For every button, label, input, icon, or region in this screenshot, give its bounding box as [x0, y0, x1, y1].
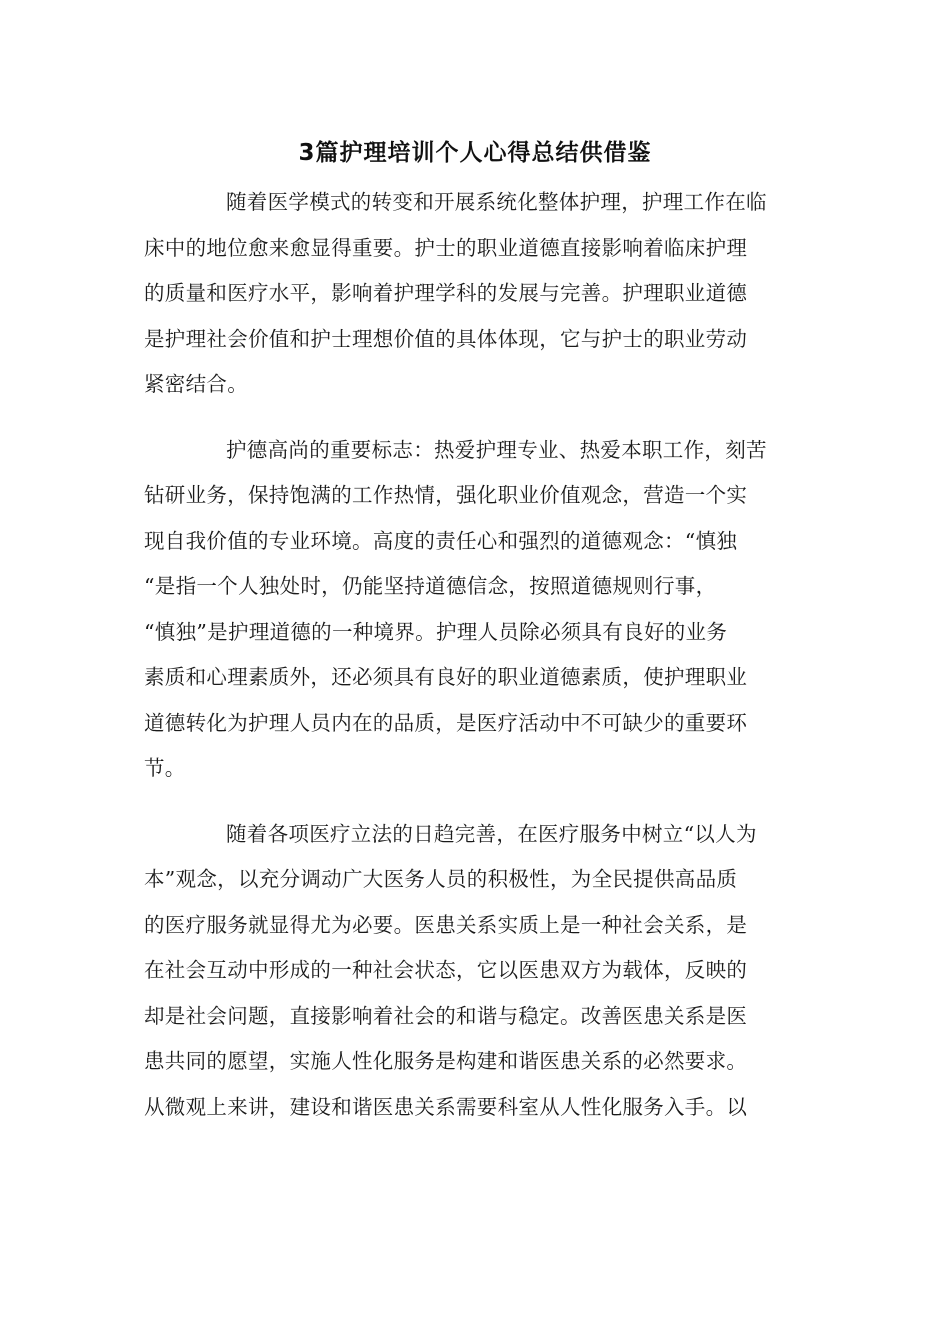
paragraph-line: 却是社会问题，直接影响着社会的和谐与稳定。改善医患关系是医 — [144, 1003, 748, 1028]
paragraph-line: 患共同的愿望，实施人性化服务是构建和谐医患关系的必然要求。 — [144, 1049, 748, 1073]
paragraph-line: “是指一个人独处时，仍能坚持道德信念，按照道德规则行事， — [144, 574, 717, 598]
paragraph-line: 现自我价值的专业环境。高度的责任心和强烈的道德观念：“慎独 — [144, 528, 738, 553]
paragraph-line: 是护理社会价值和护士理想价值的具体体现，它与护士的职业劳动 — [144, 326, 748, 351]
paragraph-line: 的质量和医疗水平，影响着护理学科的发展与完善。护理职业道德 — [144, 281, 748, 305]
paragraph-spacer — [144, 408, 800, 428]
paragraph-line: 床中的地位愈来愈显得重要。护士的职业道德直接影响着临床护理 — [144, 235, 748, 260]
paragraph-line: 道德转化为护理人员内在的品质，是医疗活动中不可缺少的重要环 — [144, 710, 748, 735]
paragraph-line: 钻研业务，保持饱满的工作热情，强化职业价值观念，营造一个实 — [144, 483, 748, 507]
paragraph-line: 素质和心理素质外，还必须具有良好的职业道德素质，使护理职业 — [144, 665, 748, 689]
document-title: 3篇护理培训个人心得总结供借鉴 — [298, 140, 652, 166]
paragraph-1 — [144, 180, 800, 408]
paragraph-2 — [144, 428, 800, 792]
paragraph-line: “慎独”是护理道德的一种境界。护理人员除必须具有良好的业务 — [144, 619, 728, 644]
paragraph-spacer — [144, 792, 800, 812]
paragraph-line: 随着医学模式的转变和开展系统化整体护理，护理工作在临 — [226, 190, 767, 214]
paragraph-line: 随着各项医疗立法的日趋完善，在医疗服务中树立“以人为 — [226, 821, 757, 846]
paragraph-line: 从微观上来讲，建设和谐医患关系需要科室从人性化服务入手。以 — [144, 1094, 748, 1119]
paragraph-3 — [144, 812, 800, 1131]
document-body — [144, 180, 800, 1130]
paragraph-line: 紧密结合。 — [144, 372, 248, 396]
paragraph-line: 本”观念，以充分调动广大医务人员的积极性，为全民提供高品质 — [144, 867, 738, 891]
paragraph-line: 在社会互动中形成的一种社会状态，它以医患双方为载体，反映的 — [144, 958, 748, 982]
paragraph-line: 节。 — [144, 756, 186, 780]
paragraph-line: 的医疗服务就显得尤为必要。医患关系实质上是一种社会关系，是 — [144, 912, 748, 937]
paragraph-line: 护德高尚的重要标志：热爱护理专业、热爱本职工作，刻苦 — [226, 437, 767, 462]
